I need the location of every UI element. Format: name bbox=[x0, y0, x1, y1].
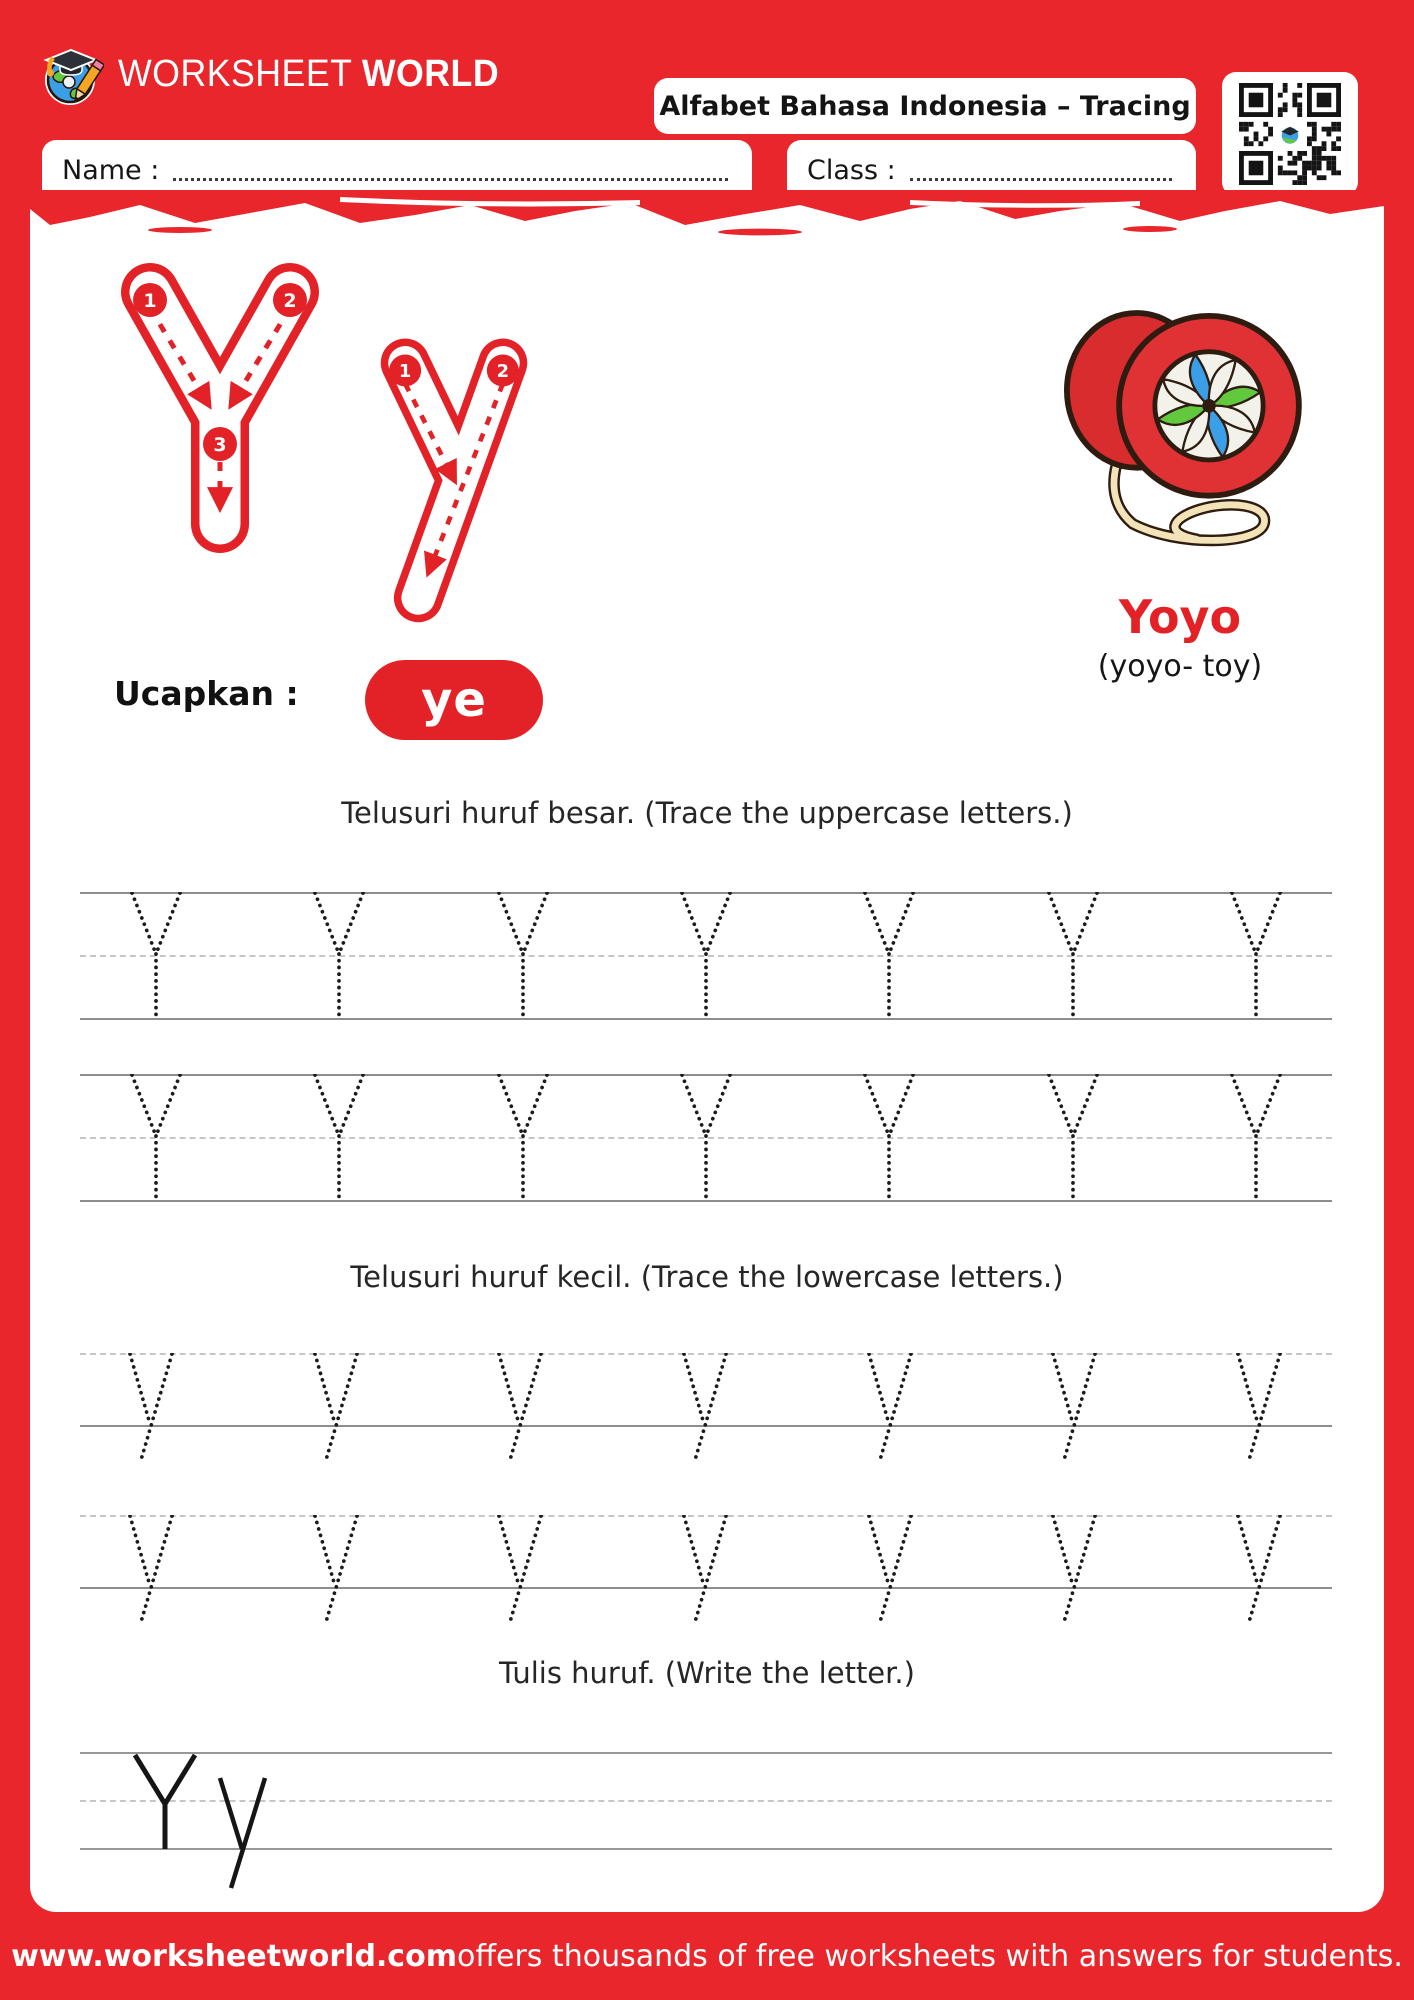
dotted-lowercase-letter bbox=[1232, 1353, 1288, 1461]
dotted-lowercase-letter bbox=[493, 1515, 549, 1623]
model-uppercase-letter bbox=[92, 246, 348, 566]
brand-wordmark bbox=[118, 53, 499, 96]
dotted-uppercase-letter bbox=[1224, 892, 1288, 1018]
dotted-uppercase-letter bbox=[491, 892, 555, 1018]
dotted-lowercase-letter bbox=[309, 1515, 365, 1623]
footer-site-url: www.worksheetworld.com bbox=[11, 1938, 457, 1974]
worksheet-body bbox=[30, 196, 1384, 1912]
worksheet-world-logo-icon bbox=[40, 40, 104, 108]
dotted-lowercase-letter bbox=[1047, 1353, 1103, 1461]
dotted-lowercase-letter bbox=[863, 1353, 919, 1461]
stroke-number-badges bbox=[389, 355, 519, 387]
lowercase-trace-row-1 bbox=[80, 1353, 1332, 1463]
svg-text:1: 1 bbox=[143, 290, 157, 312]
brand-word1: WORKSHEET bbox=[118, 52, 353, 95]
worksheet-title: Alfabet Bahasa Indonesia – Tracing bbox=[654, 78, 1196, 134]
dotted-uppercase-letter bbox=[674, 892, 738, 1018]
example-letters-Yy bbox=[125, 1752, 295, 1892]
pronounce-badge: ye bbox=[365, 660, 543, 740]
section-title-write: Tulis huruf. (Write the letter.) bbox=[499, 1656, 915, 1690]
class-write-line bbox=[910, 178, 1172, 181]
guide-line-bottom bbox=[80, 1200, 1332, 1202]
dotted-uppercase-letter bbox=[124, 892, 188, 1018]
svg-text:3: 3 bbox=[213, 434, 227, 456]
class-field bbox=[787, 140, 1196, 194]
dotted-uppercase-letter bbox=[1041, 892, 1105, 1018]
section-title-uppercase: Telusuri huruf besar. (Trace the uppercase letters.) bbox=[341, 796, 1073, 830]
brand-word2: WORLD bbox=[361, 52, 500, 95]
uppercase-trace-row-2 bbox=[80, 1074, 1332, 1200]
dotted-uppercase-letter bbox=[857, 892, 921, 1018]
dotted-lowercase-letter bbox=[678, 1353, 734, 1461]
dotted-uppercase-letter bbox=[491, 1074, 555, 1200]
model-lowercase-letter bbox=[360, 316, 548, 626]
example-word-block bbox=[1020, 284, 1340, 684]
dotted-uppercase-letter bbox=[307, 892, 371, 1018]
example-word: Yoyo bbox=[1118, 590, 1242, 644]
dotted-lowercase-letter bbox=[124, 1515, 180, 1623]
dotted-uppercase-letter bbox=[124, 1074, 188, 1200]
class-label: Class : bbox=[807, 155, 896, 187]
dotted-uppercase-letter bbox=[857, 1074, 921, 1200]
dotted-uppercase-letter bbox=[307, 1074, 371, 1200]
footer-tagline: offers thousands of free worksheets with answers for students. bbox=[456, 1938, 1403, 1974]
dotted-lowercase-letter bbox=[1232, 1515, 1288, 1623]
yoyo-illustration bbox=[1035, 284, 1325, 574]
name-label: Name : bbox=[62, 155, 160, 187]
dotted-lowercase-letter bbox=[309, 1353, 365, 1461]
uppercase-trace-row-1 bbox=[80, 892, 1332, 1018]
brand bbox=[40, 40, 523, 108]
pronounce-label: Ucapkan : bbox=[114, 674, 299, 713]
torn-paper-edge bbox=[30, 190, 1384, 238]
name-write-line bbox=[173, 178, 728, 181]
section-title-lowercase: Telusuri huruf kecil. (Trace the lowercase letters.) bbox=[350, 1260, 1064, 1294]
guide-line-bottom bbox=[80, 1018, 1332, 1020]
qr-code bbox=[1222, 72, 1358, 196]
dotted-uppercase-letter bbox=[1041, 1074, 1105, 1200]
dotted-uppercase-letter bbox=[674, 1074, 738, 1200]
lowercase-trace-row-2 bbox=[80, 1515, 1332, 1625]
footer bbox=[0, 1912, 1414, 2000]
write-row bbox=[80, 1752, 1332, 1892]
dotted-lowercase-letter bbox=[678, 1515, 734, 1623]
example-word-caption: (yoyo- toy) bbox=[1097, 648, 1263, 684]
svg-text:2: 2 bbox=[283, 290, 297, 312]
dotted-lowercase-letter bbox=[1047, 1515, 1103, 1623]
svg-text:1: 1 bbox=[398, 361, 412, 383]
dotted-uppercase-letter bbox=[1224, 1074, 1288, 1200]
dotted-lowercase-letter bbox=[863, 1515, 919, 1623]
svg-text:2: 2 bbox=[496, 361, 510, 383]
qr-code-image bbox=[1234, 83, 1346, 185]
dotted-lowercase-letter bbox=[124, 1353, 180, 1461]
dotted-lowercase-letter bbox=[493, 1353, 549, 1461]
name-field bbox=[42, 140, 752, 194]
